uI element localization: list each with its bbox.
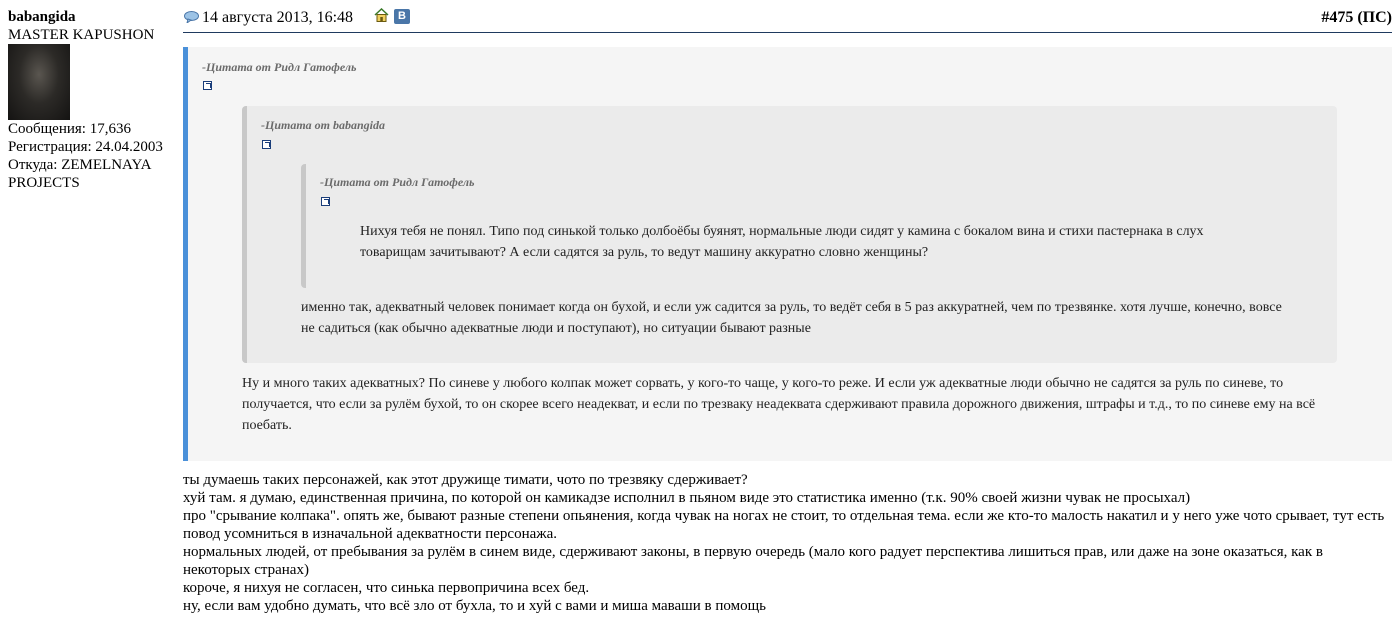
body-line: хуй там. я думаю, единственная причина, по которой он камикадзе исполнил в пьяном виде это статистика именно (т.к. 90% своей жизни чувак не просыхал) <box>183 490 1191 506</box>
quote-outer-title: -Цитата от Ридл Гатофель <box>202 60 357 74</box>
quote-middle-title: -Цитата от babangida <box>261 118 386 132</box>
post-count: Сообщения: 17,636 <box>8 121 131 137</box>
user-location: Откуда: ZEMELNAYA PROJECTS <box>8 157 151 191</box>
quote-link-icon[interactable] <box>203 81 212 90</box>
quote-inner <box>301 164 1309 288</box>
avatar[interactable] <box>8 44 70 120</box>
post-header <box>183 0 1392 33</box>
speech-bubble-icon <box>184 11 199 23</box>
author-panel <box>8 8 178 192</box>
post-body <box>183 471 1392 615</box>
quote-inner-text: Нихуя тебя не понял. Типо под синькой только долбоёбы буянят, нормальные люди сидят у камина с бокалом вина и стихи пастернака в слух товарищам зачитывают? А если садятся за руль, то ведут машину аккуратно словно женщины? <box>360 224 1204 260</box>
post-link[interactable]: #475 <box>1321 9 1354 26</box>
post-number <box>1321 9 1392 27</box>
user-rank: MASTER KAPUSHON <box>8 27 155 43</box>
body-line: ты думаешь таких персонажей, как этот дружище тимати, чото по трезвяку сдерживает? <box>183 472 748 488</box>
body-line: про "срывание колпака". опять же, бывают разные степени опьянения, когда чувак на ногах не стоит, то отдельная тема. если же кто-то малость накатил и у него уже чото срывает, тут есть повод усомниться в изначальной адекватности персонажа. <box>183 508 1385 542</box>
post <box>183 0 1392 433</box>
body-line: нормальных людей, от пребывания за рулём в синем виде, сдерживают законы, в первую очередь (мало кого радует перспектива лишиться прав, или даже на зоне оказаться, как в некоторых странах) <box>183 544 1323 578</box>
body-line: короче, я нихуя не согласен, что синька первопричина всех бед. <box>183 580 590 596</box>
body-line: ну, если вам удобно думать, что всё зло от бухла, то и хуй с вами и миша маваши в помощь <box>183 598 766 614</box>
quote-outer-text: Ну и много таких адекватных? По синеве у любого колпак может сорвать, у кого-то чаще, у кого-то реже. И если уж адекватные люди обычно не садятся за руль по синеве, то получается, что если за рулём бухой, то он скорее всего неадекват, и если по трезваку неадеквата сдерживают правила дорожного движения, штрафы и т.д., то по синеве ему на всё поебать. <box>242 376 1316 433</box>
quote-middle <box>242 106 1337 363</box>
quote-link-icon[interactable] <box>321 197 330 206</box>
vk-share-icon[interactable]: В <box>394 9 410 24</box>
quote-outer <box>183 47 1392 461</box>
registration-date: Регистрация: 24.04.2003 <box>8 139 163 155</box>
ps-link[interactable]: (ПС) <box>1357 9 1392 26</box>
quote-link-icon[interactable] <box>262 140 271 149</box>
home-icon[interactable] <box>374 8 389 22</box>
username[interactable]: babangida <box>8 9 76 25</box>
post-date: 14 августа 2013, 16:48 <box>202 9 354 26</box>
quote-middle-text: именно так, адекватный человек понимает когда он бухой, и если уж садится за руль, то ведёт себя в 5 раз аккуратней, чем по трезвянке. хотя лучше, конечно, вовсе не садиться (как обычно адекватные люди и поступают), но ситуации бывают разные <box>301 300 1282 336</box>
quote-inner-title: -Цитата от Ридл Гатофель <box>320 175 475 189</box>
